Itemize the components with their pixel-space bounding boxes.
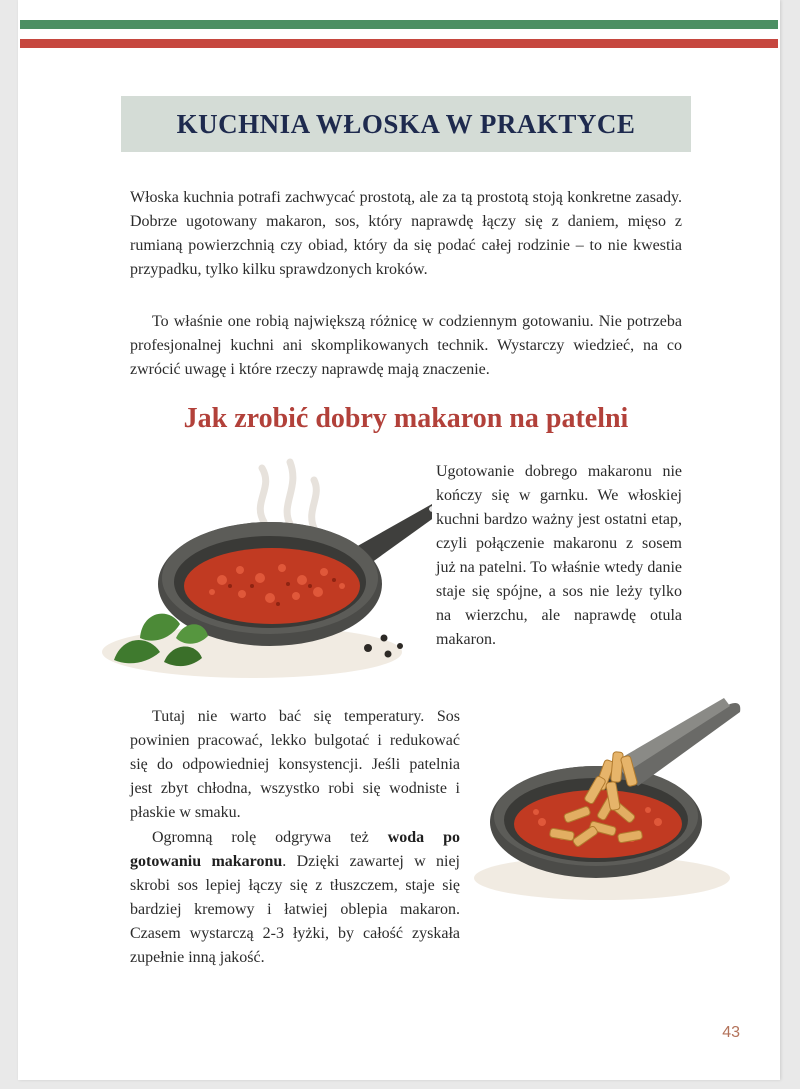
section-paragraph-3 xyxy=(130,826,460,970)
bold-phrase: woda po gotowaniu makaronu xyxy=(130,829,460,870)
book-page xyxy=(18,0,780,1080)
paragraph-text-end: . Dzięki zawartej w niej skrobi sos lepiej łączy się z tłuszczem, staje się bardziej kremowy i łatwiej oblepia makaron. Czasem wystarczą 2-3 łyżki, by całość zyskała zupełnie inną jakość. xyxy=(130,853,460,966)
section-paragraph-2: Tutaj nie warto bać się temperatury. Sos powinien pracować, lekko bulgotać i redukować się do odpowiedniej konsystencji. Jeśli patelnia jest zbyt chłodna, wszystko robi się wodniste i płaskie w smaku. xyxy=(130,708,460,821)
page-title: KUCHNIA WŁOSKA W PRAKTYCE xyxy=(176,108,636,139)
intro-paragraph-1: Włoska kuchnia potrafi zachwycać prostotą, ale za tą prostotą stoją konkretne zasady. Dobrze ugotowany makaron, sos, który naprawdę łączy się z daniem, mięso z rumianą powierzchnią czy obiad, który da się podać całej rodzinie – to nie kwestia przypadku, tylko kilku sprawdzonych kroków. xyxy=(130,189,682,278)
section-paragraph-1: Ugotowanie dobrego makaronu nie kończy się w garnku. We włoskiej kuchni bardzo ważny jest ostatni etap, czyli połączenie makaronu z sosem już na patelni. To właśnie wtedy danie staje się spójne, a sos nie leży tylko na wierzchu, ale naprawdę otula makaron. xyxy=(436,463,682,648)
green-stripe xyxy=(20,20,778,29)
red-stripe xyxy=(20,39,778,48)
intro-paragraph-2: To właśnie one robią największą różnicę w codziennym gotowaniu. Nie potrzeba profesjonalnej kuchni ani skomplikowanych technik. Wystarczy wiedzieć, na co zwrócić uwagę i które rzeczy naprawdę mają znaczenie. xyxy=(130,313,682,378)
pan-with-sauce-illustration xyxy=(92,452,432,684)
section-heading: Jak zrobić dobry makaron na patelni xyxy=(183,403,629,434)
title-banner xyxy=(121,96,691,152)
pan-with-pasta-and-tongs-illustration xyxy=(472,692,748,904)
paragraph-text-start: Ogromną rolę odgrywa też xyxy=(152,829,388,846)
page-number: 43 xyxy=(722,1024,740,1041)
